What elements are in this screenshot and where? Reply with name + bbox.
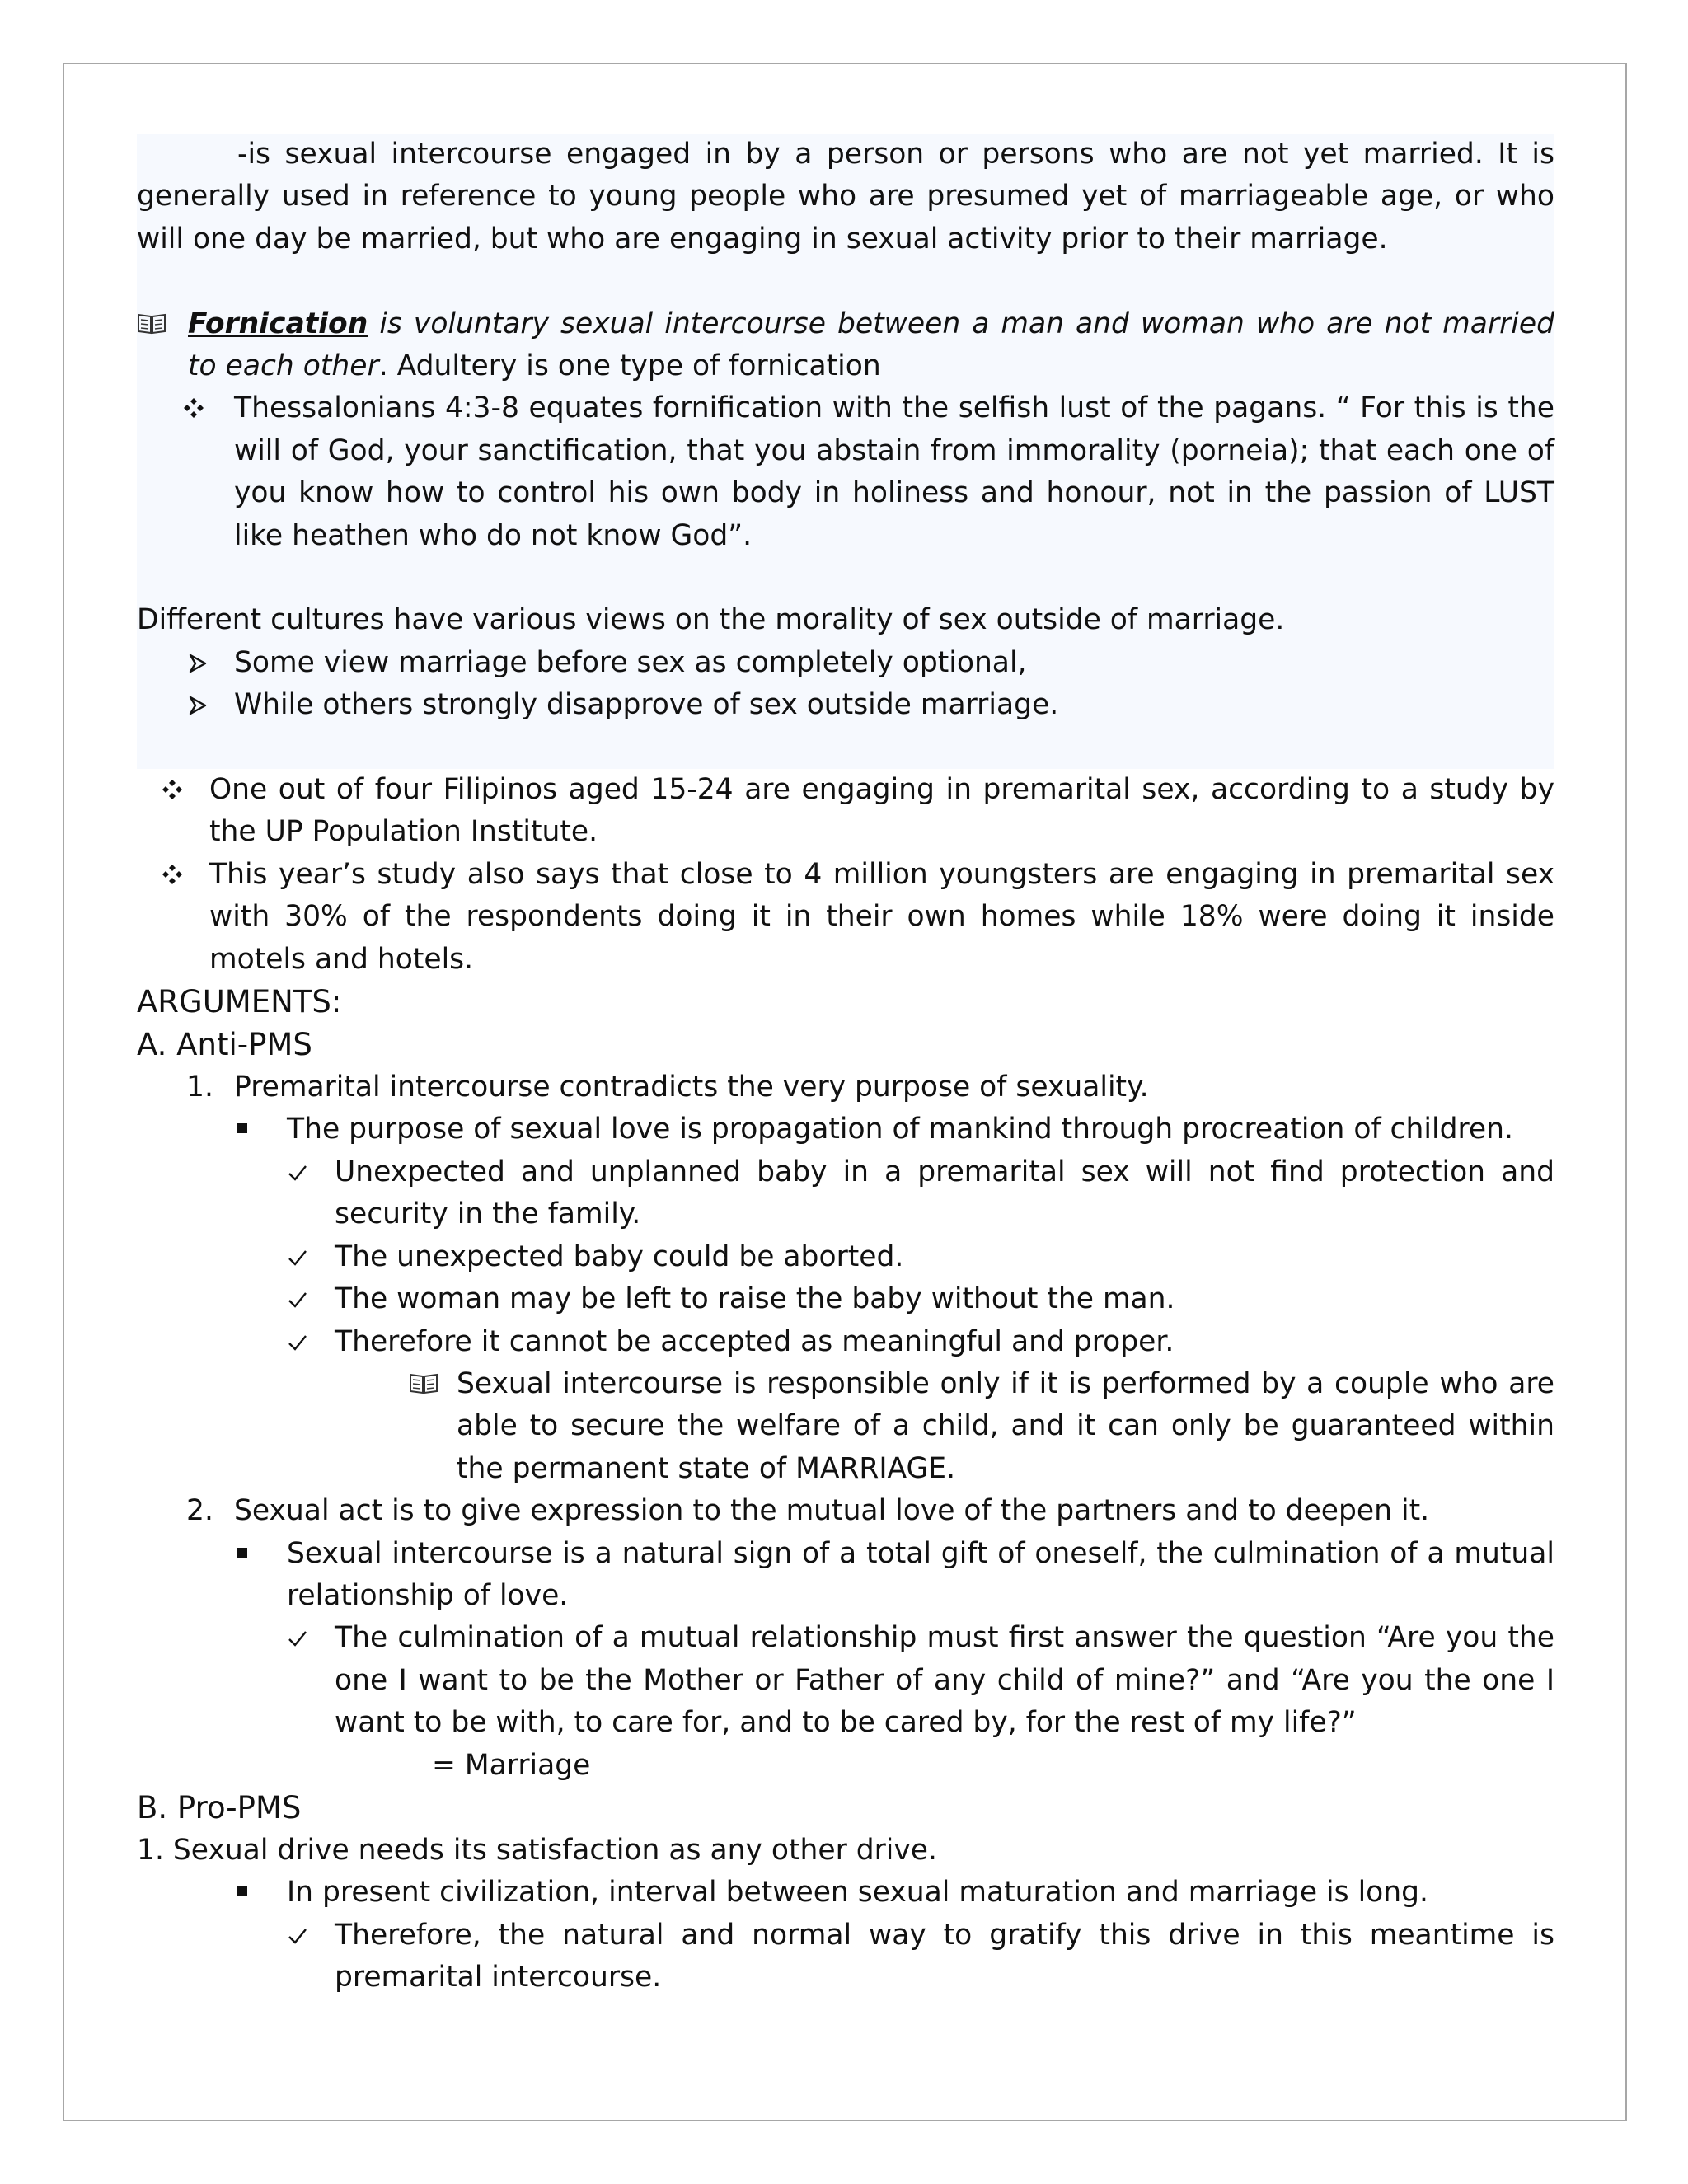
- anti-check-1: Unexpected and unplanned baby in a premarital sex will not find protection and security in the family.: [335, 1155, 1554, 1231]
- anti-point-2-sub: Sexual intercourse is a natural sign of a total gift of oneself, the culmination of a mutual relationship of love.: [287, 1536, 1554, 1612]
- fornication-definition-row: [137, 303, 1554, 388]
- check-marker: [287, 1236, 335, 1278]
- fornication-definition: [188, 303, 1554, 388]
- scripture-text: Thessalonians 4:3-8 equates fornification with the selfish lust of the pagans. “ For this is the will of God, your sanctification, that you abstain from immorality (porneia); that each one of you know how to control his own body in holiness and honour, not in the passion of LUST like heathen who do not know God”.: [234, 391, 1554, 552]
- anti-point-2-check: The culmination of a mutual relationship must first answer the question “Are you the one I want to be the Mother or Father of any child of mine?” and “Are you the one I want to be with, to care for, and to be cared by, for the rest of my life?”: [335, 1621, 1554, 1740]
- arrow-marker: [188, 642, 234, 684]
- check-marker: [287, 1915, 335, 1957]
- arrowhead-icon: [188, 695, 208, 716]
- anti-point-2-row: [137, 1490, 1554, 1532]
- intro-block: [137, 134, 1554, 260]
- book-marker: [137, 303, 188, 345]
- check-marker: [287, 1278, 335, 1320]
- square-bullet-icon: [237, 1123, 247, 1133]
- open-book-icon: [409, 1371, 438, 1394]
- fornication-block: [137, 303, 1554, 557]
- pro-point-1-check: Therefore, the natural and normal way to gratify this drive in this meantime is premarital intercourse.: [335, 1918, 1554, 1994]
- open-book-icon: [137, 312, 166, 335]
- check-row: [137, 1278, 1554, 1320]
- arrow-marker: [188, 684, 234, 726]
- intro-definition: -is sexual intercourse engaged in by a person or persons who are not yet married. It is generally used in reference to young people who are presumed yet of marriageable age, or who will one day be married, but who are engaging in sexual activity prior to their marriage.: [137, 138, 1554, 255]
- cultures-intro: Different cultures have various views on the morality of sex outside of marriage.: [137, 603, 1285, 637]
- spacer: [137, 557, 1554, 599]
- four-diamond-icon: [162, 779, 183, 800]
- anti-point-2-sub-row: [137, 1533, 1554, 1618]
- check-marker: [287, 1151, 335, 1193]
- scripture-row: [137, 387, 1554, 557]
- pro-point-1-sub: In present civilization, interval between sexual maturation and marriage is long.: [287, 1876, 1429, 1910]
- diamond-marker: [183, 387, 234, 429]
- checkmark-icon: [287, 1333, 308, 1352]
- anti-point-1-row: [137, 1066, 1554, 1108]
- check-marker: [287, 1321, 335, 1363]
- stat-2: This year’s study also says that close to 4 million youngsters are engaging in premarital sex with 30% of the respondents doing it in their own homes while 18% were doing it inside motels and hotels.: [209, 857, 1554, 976]
- checkmark-icon: [287, 1926, 308, 1946]
- fornication-definition-italic: is voluntary sexual intercourse between a man and woman who are not married to each other: [188, 307, 1554, 383]
- anti-point-1-sub: The purpose of sexual love is propagation of mankind through procreation of children.: [287, 1113, 1513, 1146]
- arguments-heading: ARGUMENTS:: [137, 984, 342, 1020]
- square-bullet: [237, 1108, 287, 1151]
- diamond-marker: [162, 769, 209, 811]
- anti-pms-heading: A. Anti-PMS: [137, 1027, 312, 1063]
- cultures-block: [137, 599, 1554, 726]
- document-body: [137, 134, 1554, 1999]
- spacer: [137, 260, 1554, 302]
- four-diamond-icon: [183, 397, 204, 419]
- four-diamond-icon: [162, 864, 183, 885]
- culture-view-row: [137, 642, 1554, 684]
- checkmark-icon: [287, 1629, 308, 1648]
- culture-view-1: Some view marriage before sex as completely optional,: [234, 645, 1027, 679]
- square-bullet: [237, 1533, 287, 1575]
- marriage-result: = Marriage: [432, 1748, 591, 1782]
- fornication-term: Fornication: [188, 307, 368, 340]
- check-row: [137, 1321, 1554, 1363]
- anti-point-2-text: Sexual act is to give expression to the mutual love of the partners and to deepen it.: [234, 1494, 1430, 1528]
- anti-point-1-text: Premarital intercourse contradicts the very purpose of sexuality.: [234, 1071, 1149, 1104]
- anti-check-4: Therefore it cannot be accepted as meaningful and proper.: [335, 1324, 1175, 1358]
- stat-row: [137, 769, 1554, 854]
- anti-check-3: The woman may be left to raise the baby without the man.: [335, 1282, 1175, 1316]
- anti-note-row: [137, 1363, 1554, 1490]
- book-marker: [409, 1363, 457, 1405]
- arrowhead-icon: [188, 653, 208, 674]
- anti-point-2-number: 2.: [186, 1494, 213, 1528]
- anti-check-2: The unexpected baby could be aborted.: [335, 1240, 904, 1273]
- pro-pms-heading: B. Pro-PMS: [137, 1789, 302, 1825]
- anti-point-1-number: 1.: [186, 1071, 213, 1104]
- checkmark-icon: [287, 1290, 308, 1310]
- pro-point-1-sub-row: [137, 1872, 1554, 1914]
- check-row: [137, 1236, 1554, 1278]
- fornication-definition-rest: . Adultery is one type of fornication: [378, 349, 881, 383]
- anti-note: Sexual intercourse is responsible only if it is performed by a couple who are able to secure the welfare of a child, and it can only be guaranteed within the permanent state of MARRIAGE.: [457, 1366, 1554, 1485]
- spacer: [137, 727, 1554, 769]
- check-row: [137, 1915, 1554, 1999]
- check-marker: [287, 1617, 335, 1659]
- square-bullet-icon: [237, 1548, 247, 1558]
- checkmark-icon: [287, 1163, 308, 1183]
- checkmark-icon: [287, 1248, 308, 1268]
- stat-row: [137, 854, 1554, 981]
- culture-view-row: [137, 684, 1554, 726]
- stat-1: One out of four Filipinos aged 15-24 are engaging in premarital sex, according to a study by the UP Population Institute.: [209, 773, 1554, 849]
- pro-point-1-text: 1. Sexual drive needs its satisfaction as any other drive.: [137, 1833, 938, 1867]
- square-bullet: [237, 1872, 287, 1914]
- check-row: [137, 1617, 1554, 1744]
- square-bullet-icon: [237, 1886, 247, 1896]
- check-row: [137, 1151, 1554, 1236]
- anti-point-1-sub-row: [137, 1108, 1554, 1151]
- diamond-marker: [162, 854, 209, 896]
- culture-view-2: While others strongly disapprove of sex outside marriage.: [234, 688, 1059, 722]
